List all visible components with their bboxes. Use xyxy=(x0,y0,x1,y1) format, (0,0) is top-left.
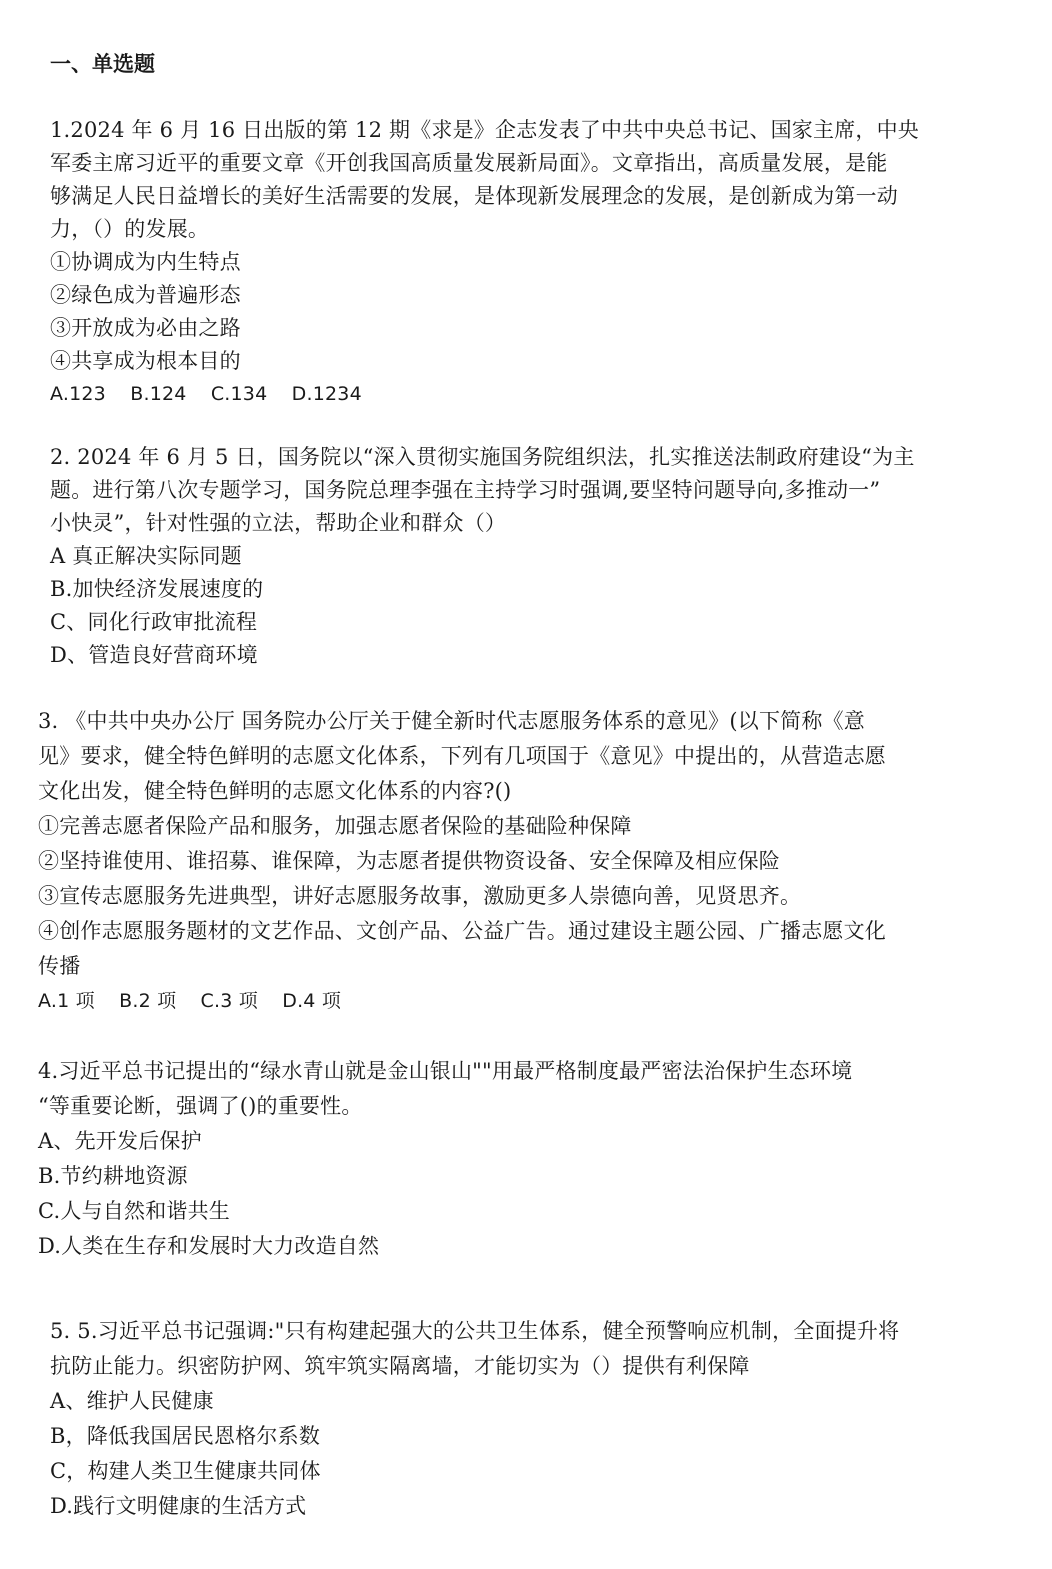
question-5-option-b: B，降低我国居民恩格尔系数 xyxy=(50,1424,321,1448)
question-2-option-b: B.加快经济发展速度的 xyxy=(50,577,264,601)
section-title: 一、单选题 xyxy=(50,52,155,76)
question-4-option-b: B.节约耕地资源 xyxy=(38,1164,188,1188)
question-1-stem-line-2: 军委主席习近平的重要文章《开创我国高质量发展新局面》。文章指出，高质量发展，是能 xyxy=(50,151,888,175)
question-2 xyxy=(50,441,915,672)
question-1-item-3: ③开放成为必由之路 xyxy=(50,316,241,340)
question-2-stem-line-3: 小快灵”，针对性强的立法，帮助企业和群众（） xyxy=(50,511,507,535)
question-2-option-c: C、同化行政审批流程 xyxy=(50,610,258,634)
question-1-item-4: ④共享成为根本目的 xyxy=(50,349,241,373)
question-1-item-1: ①协调成为内生特点 xyxy=(50,250,241,274)
question-3-item-1: ①完善志愿者保险产品和服务，加强志愿者保险的基础险种保障 xyxy=(38,814,632,838)
question-1-option-c: C.134 xyxy=(210,383,268,405)
question-5-option-c: C，构建人类卫生健康共同体 xyxy=(50,1459,321,1483)
question-3 xyxy=(38,704,886,1019)
question-3-item-2: ②坚持谁使用、谁招募、谁保障，为志愿者提供物资设备、安全保障及相应保险 xyxy=(38,849,780,873)
question-4-option-a: A、先开发后保护 xyxy=(38,1129,202,1153)
question-2-stem-line-2: 题。进行第八次专题学习，国务院总理李强在主持学习时强调,要坚特问题导向,多推动一” xyxy=(50,478,881,502)
question-3-stem-line-3: 文化出发，健全特色鲜明的志愿文化体系的内容?() xyxy=(38,779,512,803)
question-4-stem-line-2: “等重要论断，强调了()的重要性。 xyxy=(38,1094,363,1118)
question-5-option-d: D.践行文明健康的生活方式 xyxy=(50,1494,307,1518)
question-1-item-2: ②绿色成为普遍形态 xyxy=(50,283,241,307)
question-1-option-b: B.124 xyxy=(130,383,187,405)
question-3-option-b: B.2 项 xyxy=(119,990,177,1012)
question-1 xyxy=(50,114,919,411)
question-1-stem-line-1: 1.2024 年 6 月 16 日出版的第 12 期《求是》企志发表了中共中央总书记、国家主席，中央 xyxy=(50,118,920,142)
question-3-item-4: ④创作志愿服务题材的文艺作品、文创产品、公益广告。通过建设主题公园、广播志愿文化 xyxy=(38,919,886,943)
question-3-option-c: C.3 项 xyxy=(200,990,258,1012)
question-4 xyxy=(38,1054,852,1264)
question-1-option-d: D.1234 xyxy=(291,383,362,405)
question-2-option-a: A 真正解决实际同题 xyxy=(50,544,242,568)
question-4-option-d: D.人类在生存和发展时大力改造自然 xyxy=(38,1234,380,1258)
question-3-stem-line-1: 3. 《中共中央办公厅 国务院办公厅关于健全新时代志愿服务体系的意见》(以下简称《意 xyxy=(38,709,865,733)
question-4-stem-line-1: 4.习近平总书记提出的“绿水青山就是金山银山""用最严格制度最严密法治保护生态环境 xyxy=(38,1059,853,1083)
question-1-stem-line-3: 够满足人民日益增长的美好生活需要的发展，是体现新发展理念的发展，是创新成为第一动 xyxy=(50,184,898,208)
question-5-stem-line-1: 5. 5.习近平总书记强调:"只有构建起强大的公共卫生体系，健全预警响应机制，全面提升将 xyxy=(50,1319,900,1343)
question-3-option-a: A.1 项 xyxy=(38,990,95,1012)
question-1-answers xyxy=(50,378,919,411)
question-3-item-3: ③宣传志愿服务先进典型，讲好志愿服务故事，激励更多人崇德向善，见贤思齐。 xyxy=(38,884,802,908)
question-1-stem-line-4: 力，（）的发展。 xyxy=(50,217,210,241)
question-3-stem-line-2: 见》要求，健全特色鲜明的志愿文化体系，下列有几项国于《意见》中提出的，从营造志愿 xyxy=(38,744,886,768)
question-5-option-a: A、维护人民健康 xyxy=(50,1389,214,1413)
question-2-stem-line-1: 2. 2024 年 6 月 5 日，国务院以“深入贯彻实施国务院组织法，扎实推送法制政府建设“为主 xyxy=(50,445,915,469)
question-3-answers xyxy=(38,984,886,1019)
question-1-option-a: A.123 xyxy=(50,383,106,405)
question-5 xyxy=(50,1314,899,1524)
question-3-item-4-cont: 传播 xyxy=(38,954,81,978)
question-5-stem-line-2: 抗防止能力。织密防护网、筑牢筑实隔离墙，才能切实为（）提供有利保障 xyxy=(50,1354,750,1378)
question-2-option-d: D、管造良好营商环境 xyxy=(50,643,258,667)
question-4-option-c: C.人与自然和谐共生 xyxy=(38,1199,230,1223)
question-3-option-d: D.4 项 xyxy=(282,990,342,1012)
